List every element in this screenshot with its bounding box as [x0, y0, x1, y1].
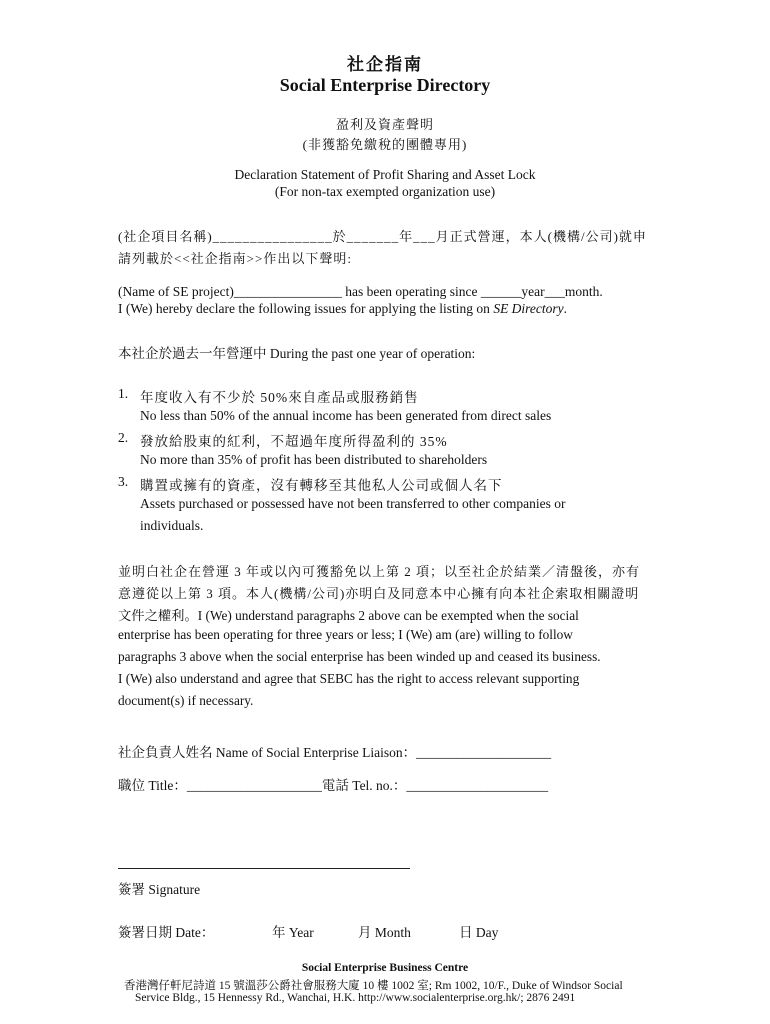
item-3-zh: 購置或擁有的資產，沒有轉移至其他私人公司或個人名下	[140, 478, 503, 493]
subtitle-chinese-1: 盈利及資產聲明	[335, 117, 434, 132]
title-english: Social Enterprise Directory	[279, 75, 491, 95]
declaration-en-suffix: .	[563, 301, 568, 316]
item-3-en-2: individuals.	[140, 518, 204, 533]
item-2-zh: 發放給股東的紅利，不超過年度所得盈利的 35%	[140, 434, 448, 449]
understanding-zh-line-2: 意遵從以上第 3 項。本人(機構/公司)亦明白及同意本中心擁有向本社企索取相關證明	[118, 586, 640, 601]
footer-address-line-2: Service Bldg., 15 Hennessy Rd., Wanchai, H.K. http://www.socialenterprise.org.hk/; 2876 2491	[135, 992, 576, 1004]
footer-address-line-1: 香港灣仔軒尼詩道 15 號溫莎公爵社會服務大廈 10 樓 1002 室; Rm 1002, 10/F., Duke of Windsor Social	[124, 980, 623, 992]
signature-line[interactable]	[118, 868, 410, 869]
understanding-en-line-7: document(s) if necessary.	[118, 693, 254, 708]
item-1-number: 1.	[118, 386, 129, 401]
understanding-en-line-5: paragraphs 3 above when the social enterprise has been winded up and ceased its business.	[118, 649, 601, 664]
item-2-number: 2.	[118, 430, 129, 445]
understanding-mixed-line-3: 文件之權利。I (We) understand paragraphs 2 above can be exempted when the social	[118, 608, 579, 623]
item-1-en: No less than 50% of the annual income has been generated from direct sales	[140, 408, 552, 423]
subtitle-chinese-2: (非獲豁免繳稅的團體專用)	[302, 137, 468, 152]
declaration-en-line-2	[118, 301, 567, 317]
date-label: 簽署日期 Date：	[118, 925, 215, 940]
subtitle-english-2: (For non-tax exempted organization use)	[274, 184, 496, 199]
understanding-en-line-6: I (We) also understand and agree that SEBC has the right to access relevant supporting	[118, 671, 580, 686]
item-1-zh: 年度收入有不少於 50%來自產品或服務銷售	[140, 390, 419, 405]
date-month[interactable]: 月 Month	[358, 925, 411, 940]
liaison-field[interactable]: 社企負責人姓名 Name of Social Enterprise Liaison：____________________	[118, 745, 552, 760]
declaration-en-prefix: I (We) hereby declare the following issues for applying the listing on	[118, 301, 494, 316]
title-chinese: 社企指南	[347, 55, 423, 74]
date-day[interactable]: 日 Day	[459, 925, 499, 940]
title-tel-field[interactable]: 職位 Title：____________________電話 Tel. no.：_____________________	[118, 778, 549, 793]
understanding-zh-line-1: 並明白社企在營運 3 年或以內可獲豁免以上第 2 項；以至社企於結業／清盤後，亦有	[118, 564, 641, 579]
understanding-en-line-4: enterprise has been operating for three years or less; I (We) am (are) willing to follow	[118, 627, 573, 642]
declaration-zh-line-2: 請列載於<<社企指南>>作出以下聲明:	[118, 251, 352, 266]
item-2-en: No more than 35% of profit has been distributed to shareholders	[140, 452, 488, 467]
item-3-en: Assets purchased or possessed have not been transferred to other companies or	[140, 496, 566, 511]
declaration-en-italic: SE Directory	[493, 301, 564, 316]
declaration-en-line-1: (Name of SE project)________________ has been operating since ______year___month.	[118, 284, 603, 299]
intro-line: 本社企於過去一年營運中 During the past one year of operation:	[118, 346, 476, 361]
declaration-zh-line-1: (社企項目名稱)________________於_______年___月正式營運，本人(機構/公司)就申	[118, 229, 647, 244]
date-year[interactable]: 年 Year	[272, 925, 314, 940]
signature-label: 簽署 Signature	[118, 882, 201, 897]
footer-title: Social Enterprise Business Centre	[301, 962, 469, 974]
subtitle-english-1: Declaration Statement of Profit Sharing and Asset Lock	[234, 167, 536, 182]
item-3-number: 3.	[118, 474, 129, 489]
